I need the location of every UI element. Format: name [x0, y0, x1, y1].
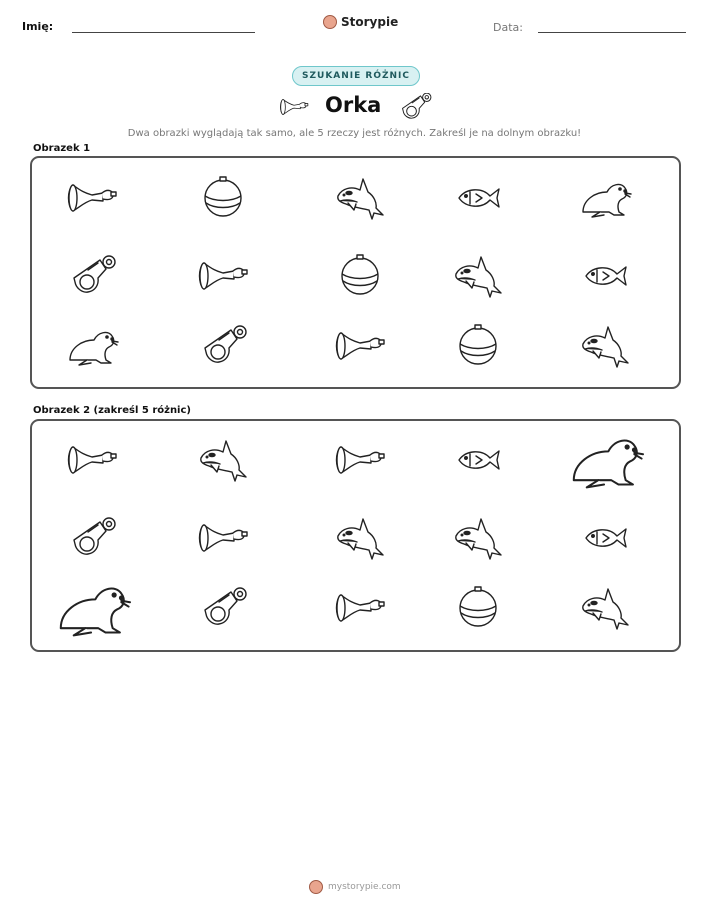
fish-icon — [579, 256, 631, 296]
bear-icon — [309, 880, 323, 894]
trumpet-icon — [334, 326, 386, 366]
whistle-icon — [66, 256, 118, 296]
trumpet-icon — [197, 256, 249, 296]
fish-icon[interactable] — [452, 440, 504, 480]
date-line[interactable] — [538, 32, 686, 33]
seal-icon[interactable] — [568, 431, 643, 489]
badge-wrapper — [292, 66, 420, 86]
date-label: Data: — [493, 21, 523, 34]
footer — [309, 880, 401, 894]
buoy-icon[interactable] — [452, 588, 504, 628]
brand-logo — [323, 15, 398, 29]
orca-icon — [579, 326, 631, 366]
name-label: Imię: — [22, 20, 54, 33]
name-line[interactable] — [72, 32, 255, 33]
buoy-icon — [334, 256, 386, 296]
orca-icon — [334, 178, 386, 218]
buoy-icon — [452, 326, 504, 366]
instructions: Dwa obrazki wyglądają tak samo, ale 5 rzeczy jest różnych. Zakreśl je na dolnym obrazku! — [127, 128, 582, 139]
whistle-icon[interactable] — [197, 588, 249, 628]
title-trumpet-icon — [279, 95, 309, 123]
title-whistle-icon — [397, 93, 433, 125]
trumpet-icon — [66, 178, 118, 218]
orca-icon[interactable] — [452, 518, 504, 558]
fish-icon[interactable] — [579, 518, 631, 558]
fish-icon — [452, 178, 504, 218]
seal-icon — [66, 326, 118, 366]
bear-icon — [323, 15, 337, 29]
buoy-icon — [197, 178, 249, 218]
trumpet-icon[interactable] — [334, 588, 386, 628]
picture1-label: Obrazek 1 — [33, 143, 91, 154]
orca-icon — [452, 256, 504, 296]
orca-icon[interactable] — [579, 588, 631, 628]
trumpet-icon[interactable] — [334, 440, 386, 480]
trumpet-icon[interactable] — [66, 440, 118, 480]
seal-icon — [579, 178, 631, 218]
orca-icon[interactable] — [197, 440, 249, 480]
picture2-label: Obrazek 2 (zakreśl 5 różnic) — [33, 405, 191, 416]
footer-url[interactable]: mystorypie.com — [328, 882, 401, 892]
activity-badge: SZUKANIE RÓŻNIC — [292, 66, 420, 86]
page-title: Orka — [325, 93, 382, 117]
seal-icon[interactable] — [55, 579, 130, 637]
orca-icon[interactable] — [334, 518, 386, 558]
brand-name: Storypie — [341, 15, 399, 29]
trumpet-icon[interactable] — [197, 518, 249, 558]
whistle-icon[interactable] — [66, 518, 118, 558]
whistle-icon — [197, 326, 249, 366]
